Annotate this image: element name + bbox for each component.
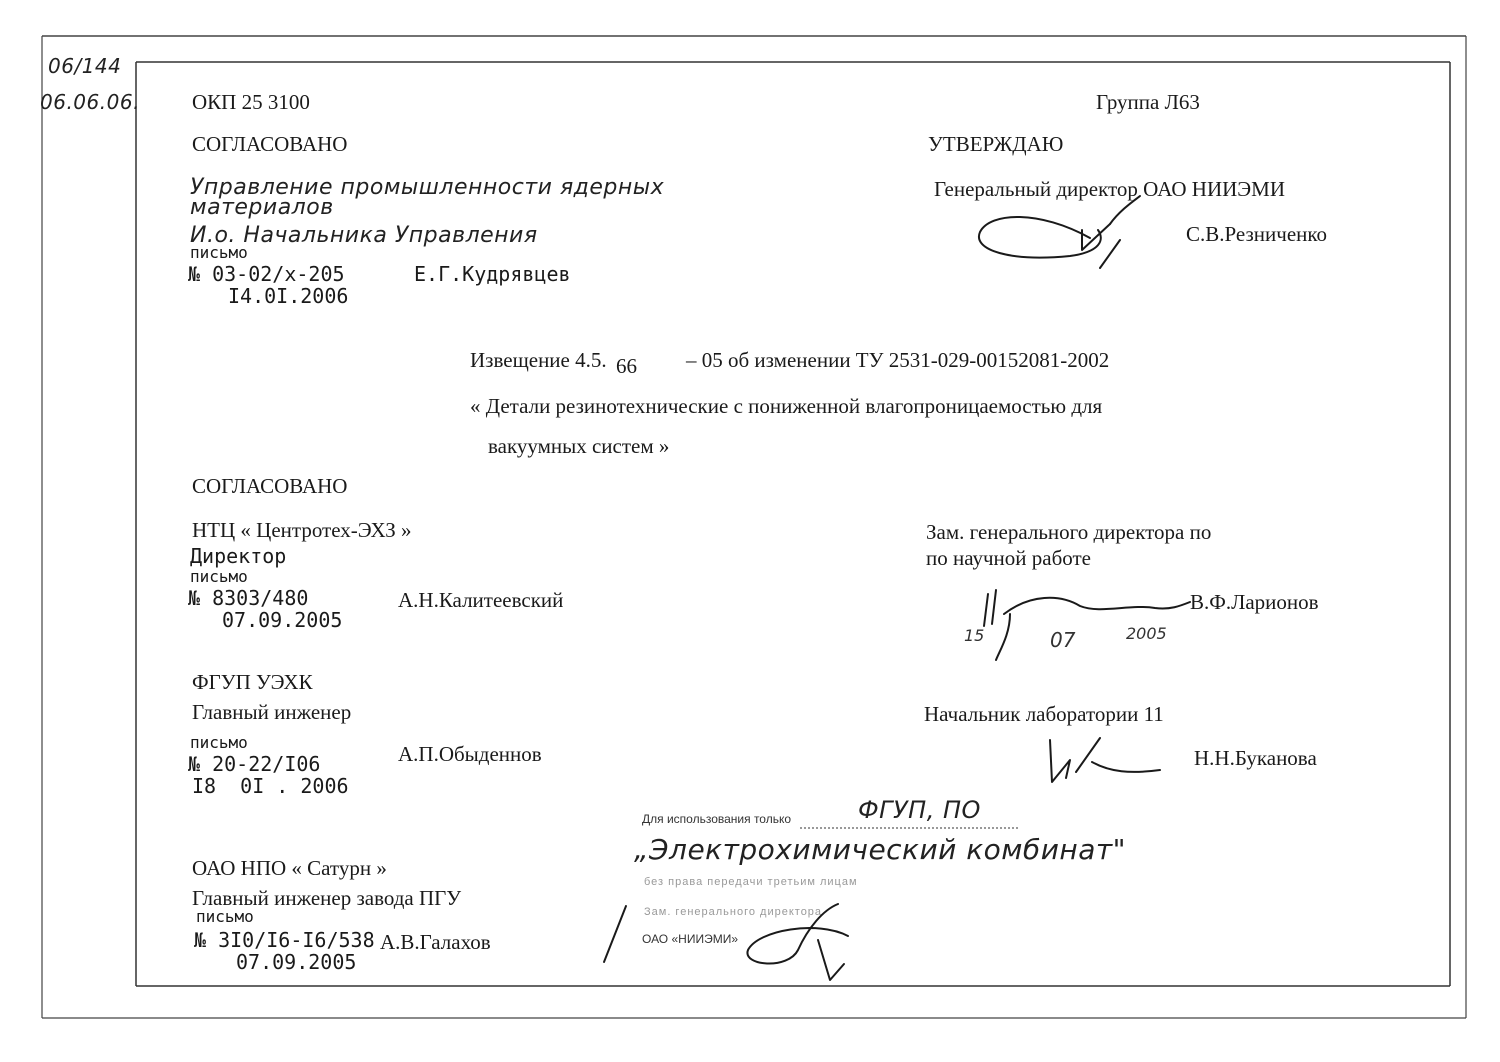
ntc-letter-date: 07.09.2005: [222, 608, 343, 632]
margin-note-date: 06.06.06.: [40, 90, 140, 114]
lab-position: Начальник лаборатории 11: [924, 702, 1164, 726]
saturn-signatory: А.В.Галахов: [380, 930, 491, 954]
fgup-signatory: А.П.Обыденнов: [398, 742, 542, 766]
agency-name-line2: материалов: [190, 195, 334, 220]
agency-position: И.о. Начальника Управления: [190, 223, 538, 248]
stamp-company: ОАО «НИИЭМИ»: [642, 932, 738, 946]
saturn-letter-number: № 3I0/I6-I6/538: [194, 928, 375, 952]
director-position: Генеральный директор ОАО НИИЭМИ: [934, 177, 1285, 201]
stamp-underline: [800, 826, 1020, 830]
fgup-letter-date: I8 0I . 2006: [192, 774, 349, 798]
stamp-deputy-line: Зам. генерального директора: [644, 906, 823, 918]
saturn-org: ОАО НПО « Сатурн »: [192, 856, 387, 880]
notice-suffix: – 05 об изменении ТУ 2531-029-00152081-2002: [686, 348, 1110, 372]
ntc-signatory: А.Н.Калитеевский: [398, 588, 564, 612]
deputy-sign-year: 2005: [1126, 624, 1167, 643]
deputy-position-line1: Зам. генерального директора по: [926, 520, 1212, 544]
ntc-position: Директор: [190, 544, 287, 568]
group-code: Группа Л63: [1096, 90, 1200, 114]
ntc-letter-number: № 8303/480: [188, 586, 309, 610]
stamp-handwritten-org: ФГУП, ПО: [858, 796, 981, 824]
stamp-label: Для использования только: [642, 812, 792, 826]
saturn-letter-date: 07.09.2005: [236, 950, 357, 974]
stamp-signature: [598, 900, 878, 990]
letter-date: I4.0I.2006: [228, 284, 349, 308]
agreed-title-bottom: СОГЛАСОВАНО: [192, 474, 348, 498]
agency-name-line1: Управление промышленности ядерных: [190, 175, 665, 200]
ntc-letter-label: письмо: [190, 567, 248, 586]
fgup-letter-label: письмо: [190, 733, 248, 752]
fgup-org: ФГУП УЭХК: [192, 670, 313, 694]
deputy-sign-day: 15: [964, 626, 985, 645]
signatory-name: Е.Г.Кудрявцев: [414, 262, 571, 286]
okp-code: ОКП 25 3100: [192, 90, 310, 114]
margin-note-number: 06/144: [48, 54, 122, 78]
deputy-position-line2: по научной работе: [926, 546, 1091, 570]
director-signature: [970, 190, 1170, 280]
lab-name: Н.Н.Буканова: [1194, 746, 1317, 770]
director-name: С.В.Резниченко: [1186, 222, 1328, 246]
stamp-handwritten-plant: „Электрохимический комбинат": [634, 833, 1127, 866]
deputy-sign-month: 07: [1050, 628, 1076, 652]
saturn-letter-label: письмо: [196, 907, 254, 926]
stamp-transfer-note: без права передачи третьим лицам: [644, 876, 858, 888]
fgup-position: Главный инженер: [192, 700, 352, 724]
lab-signature: [1020, 732, 1170, 792]
letter-label: письмо: [190, 243, 248, 262]
notice-subject-line1: « Детали резинотехнические с пониженной влагопроницаемостью для: [470, 394, 1103, 418]
fgup-letter-number: № 20-22/I06: [188, 752, 321, 776]
letter-number: № 03-02/х-205: [188, 262, 345, 286]
notice-number: 66: [616, 354, 637, 378]
notice-subject-line2: вакуумных систем »: [488, 434, 670, 458]
saturn-position: Главный инженер завода ПГУ: [192, 886, 462, 910]
ntc-org: НТЦ « Центротех-ЭХЗ »: [192, 518, 412, 542]
approve-title: УТВЕРЖДАЮ: [928, 132, 1064, 156]
notice-prefix: Извещение 4.5.: [470, 348, 607, 372]
agreed-title-top: СОГЛАСОВАНО: [192, 132, 348, 156]
deputy-name: В.Ф.Ларионов: [1190, 590, 1319, 614]
